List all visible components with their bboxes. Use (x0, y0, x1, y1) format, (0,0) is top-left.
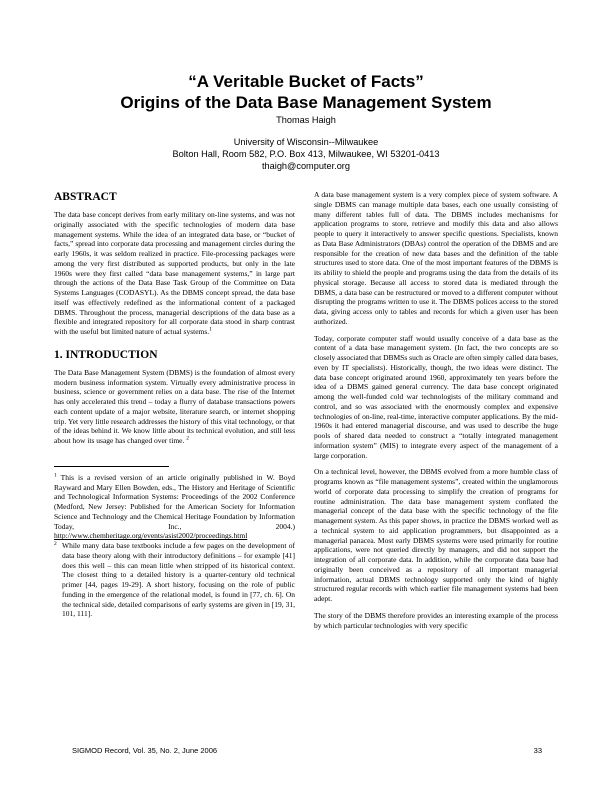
paper-title-line-1: “A Veritable Bucket of Facts” (188, 72, 424, 91)
right-column (314, 190, 558, 630)
abstract-body: The data base concept derives from early military on-line systems, and was not originally associated with the specific technologies of modern data base management systems. While the idea of an integrated data base, or “bucket of facts,” spread into corporate data processing and management circles during the early 1960s, it was seldom realized in practice. File-processing packages were among the very first distributed as supported products, but only in the late 1960s were they first called “data base management systems,” in large part through the actions of the Data Base Task Group of the Committee on Data Systems Languages (CODASYL). As the DBMS concept spread, the data base itself was effectively redefined as the informational content of a packaged DBMS. Throughout the process, managerial descriptions of the data base as a flexible and integrated repository for all corporate data stood in sharp contrast with the useful but limited nature of actual systems. (54, 210, 295, 336)
footer-page-number: 33 (533, 746, 542, 755)
introduction-footnote-mark[interactable]: 2 (186, 435, 190, 442)
author-affiliation (0, 136, 612, 172)
body-paragraph-4: The story of the DBMS therefore provides an interesting example of the process by which particular technologies with very specific (314, 610, 558, 630)
footnote-divider (54, 466, 169, 467)
body-paragraph-2: Today, corporate computer staff would usually conceive of a data base as the content of a data base management system. (In fact, the two concepts are so closely associated that DBMSs such as Oracle are often simply called data bases, even by IT specialists). Historically, though, the two ideas were distinct. The data base concept originated around 1960, approximately ten years before the idea of a DBMS gained general currency. The data base concept originated among the well-funded cold war technologists of the military command and control, and so was associated with the enormously complex and expensive technologies of on-line, real-time, interactive computer applications. By the mid-1960s it had entered managerial discourse, and was used to describe the huge pools of shared data needed to construct a “totally integrated management information system” (MIS) to integrate every aspect of the management of a large corporation. (314, 333, 558, 460)
abstract-heading: ABSTRACT (54, 191, 117, 203)
paragraph-gap (314, 460, 558, 467)
author-name: Thomas Haigh (276, 115, 336, 125)
body-paragraph-1: A data base management system is a very complex piece of system software. A single DBMS can manage multiple data bases, each one usually consisting of many different tables full of data. The DBMS includes mechanisms for application programs to store, retrieve and modify this data and also allows people to query it interactively to answer specific questions. Specialists, known as Data Base Administrators (DBAs) control the operation of the DBMS and are responsible for the creation of new data bases and the definition of the table structures used to store data. One of the most important features of the DBMS is its ability to shield the people and programs using the data from the details of its physical storage. Because all access to stored data is mediated through the DBMS, a data base can be restructured or moved to a different computer without disrupting the programs written to use it. The DBMS polices access to the stored data, giving access only to tables and records for which a given user has been authorized. (314, 190, 558, 326)
footnote-1 (54, 473, 295, 541)
introduction-text (54, 368, 295, 446)
footnote-2-text: While many data base textbooks include a few pages on the development of data base theory along with their introductory definitions – for example [41] does this well – this can mean little when stripped of its historical context. The closest thing to a detailed history is a quarter-century old technical primer [44, pages 19-29]. A short history, focusing on the role of public funding in the emergence of the relational model, is found in [77, ch. 6]. On the technical side, detailed comparisons of early systems are given in [19, 31, 101, 111]. (62, 541, 295, 619)
paragraph-gap (314, 604, 558, 611)
footnote-1-link[interactable]: http://www.chemheritage.org/events/asist2002/proceedings.html (54, 531, 248, 541)
left-column (54, 190, 295, 619)
affiliation-address: Bolton Hall, Room 582, P.O. Box 413, Milwaukee, WI 53201-0413 (172, 149, 440, 159)
paper-title-line-2: Origins of the Data Base Management System (120, 93, 492, 112)
affiliation-university: University of Wisconsin--Milwaukee (233, 137, 379, 147)
author-email: thaigh@computer.org (262, 161, 350, 171)
body-paragraph-3: On a technical level, however, the DBMS evolved from a more humble class of programs known as “file management systems”, created within the unglamorous world of corporate data processing to simplify the creation of programs for routine administration. The data base management system conflated the managerial concept of the data base with the specific technology of the file management system. As this paper shows, in practice the DBMS worked well as a technical system to aid application programmers, but disappointed as a managerial panacea. Most early DBMS systems were used primarily for routine applications, were not queried directly by managers, and did not support the integration of all corporate data. In addition, while the corporate data base had originally been conceived as a repository of all important managerial information, actual DBMS technology supported only the kind of highly structured regular records with which earlier file management systems had been adept. (314, 467, 558, 603)
introduction-heading: 1. INTRODUCTION (54, 348, 158, 361)
paragraph-gap (314, 327, 558, 334)
abstract-text (54, 210, 295, 337)
introduction-body: The Data Base Management System (DBMS) is the foundation of almost every modern business information system. Virtually every administrative process in business, science or government relies on a data base. The rise of the Internet has only accelerated this trend – today a flurry of database transactions powers each content update of a major website, literature search, or internet shopping trip. Yet very little research addresses the history of this vital technology, or that of the ideas behind it. We know little about its technical evolution, and still less about how its usage has changed over time. (54, 367, 295, 445)
abstract-footnote-mark[interactable]: 1 (209, 326, 212, 333)
footnote-1-mark: 1 (54, 472, 57, 479)
footnote-1-text: This is a revised version of an article originally published in W. Boyd Rayward and Mary Ellen Bowden, eds., The History and Heritage of Scientific and Technological Information Systems: Proceedings of the 2002 Conference (Medford, New Jersey: Published for the American Society for Information Science and Technology and the Chemical Heritage Foundation by Information Today, Inc., 2004.) (54, 472, 295, 531)
footer-journal: SIGMOD Record, Vol. 35, No. 2, June 2006 (72, 746, 218, 755)
footnote-2: 2 While many data base textbooks include a few pages on the development of data base theory along with their introductory definitions – for example [41] does this well – this can mean little when stripped of its historical context. The closest thing to a detailed history is a quarter-century old technical primer [44, pages 19-29]. A short history, focusing on the role of public funding in the emergence of the relational model, is found in [77, ch. 6]. On the technical side, detailed comparisons of early systems are given in [19, 31, 101, 111]. (54, 541, 295, 619)
